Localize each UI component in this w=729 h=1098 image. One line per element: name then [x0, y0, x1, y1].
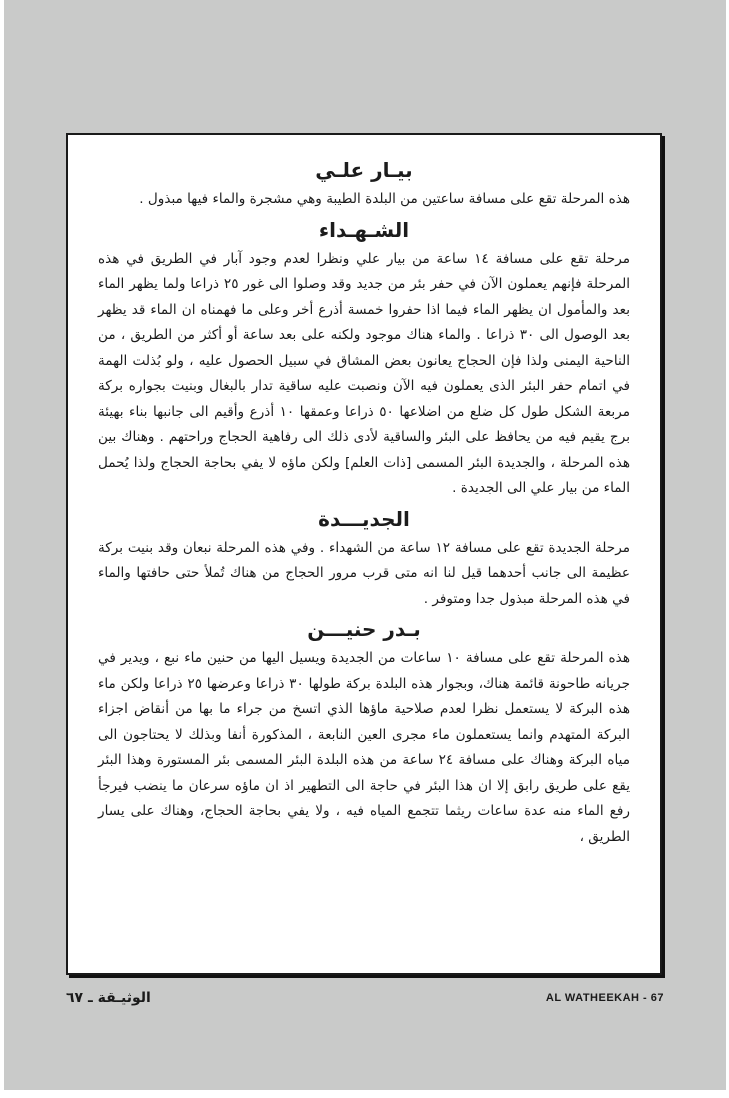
section-al-shuhada: [98, 215, 630, 502]
section-badr-hunayn: [98, 614, 630, 850]
section-paragraph: هذه المرحلة تقع على مسافة ساعتين من البلدة الطيبة وهي مشجرة والماء فيها مبذول .: [139, 191, 630, 207]
section-heading: بيـار علـي: [315, 158, 413, 182]
section-paragraph: مرحلة الجديدة تقع على مسافة ١٢ ساعة من الشهداء . وفي هذه المرحلة نبعان وقد بنيت بركة عظيمة الى جانب أحدهما قيل لنا انه متى قرب مرور الحجاج من هناك تُملأ حتى حافتها والماء في هذه المرحلة مبذول جدا ومتوفر .: [98, 539, 630, 607]
section-heading: بـدر حنيـــن: [307, 617, 421, 641]
page-footer: [66, 990, 664, 1008]
section-heading: الجديـــدة: [318, 506, 410, 531]
article-body: [98, 153, 630, 850]
article-frame: [66, 133, 662, 975]
section-paragraph: مرحلة تقع على مسافة ١٤ ساعة من بيار علي ونظرا لعدم وجود آبار في الطريق في هذه المرحلة فإنهم يعملون الآن في حفر بئر من جديد وقد وصلوا الى غور ٢٥ ذراعا ولما يظهر الماء بعد والمأمول ان يظهر الماء فيما اذا حفروا خمسة أذرع أخر وعلى ما فهمناه ان الماء قد يظهر بعد الوصول الى ٣٠ ذراعا . والماء هناك موجود ولكنه على بعد ساعة أو أكثر من الطريق ، من الناحية اليمنى ولذا فإن الحجاج يعانون بعض المشاق في سبيل الحصول عليه ، ولو بُذلت الهمة في اتمام حفر البئر الذى يعملون فيه الآن ونصبت عليه ساقية تدار بالبغال وبنيت بجواره بركة مربعة الشكل طول كل ضلع من اضلاعها ٥٠ ذراعا وعمقها ١٠ أذرع وأقيم الى جانبها بناء بهيئة برج يقيم فيه من يحافظ على البئر والساقية لأدى ذلك الى رفاهية الحجاج وراحتهم . وهناك بين هذه المرحلة ، والجديدة البئر المسمى [ذات العلم] ولكن ماؤه لا يفي بحاجة الحجاج ولذا يُحمل الماء من بيار علي الى الجديدة .: [98, 250, 630, 496]
section-paragraph: هذه المرحلة تقع على مسافة ١٠ ساعات من الجديدة ويسيل اليها من حنين ماء نبع ، ويدير في جريانه طاحونة قائمة هناك، وبجوار هذه البلدة بركة طولها ٣٠ ذراعا وعرضها ٢٥ ذراعا ولكن ماء هذه البركة لا يستعمل نظرا لعدم صلاحية ماؤها الذي اتسخ من جراء ما بها من أنقاض اجزاء البركة المتهدم وانما يستعملون ماء مجرى العين النابعة ، المذكورة أنفا وبذلك لا يحتاجون الى مياه البركة وهناك على مسافة ٢٤ ساعة من هذه البلدة البئر المسمى بئر المستورة وهذا البئر يقع على طريق رابق إلا ان هذا البئر في حاجة الى التطهير اذ ان ماؤه سرعان ما ينضب فيرجأ رفع الماء منه عدة ساعات ريثما تتجمع المياه فيه ، ولا يفي بحاجة الحجاج، وهناك على يسار الطريق ،: [98, 650, 631, 845]
section-al-jadida: [98, 504, 630, 613]
section-heading: الشـهـداء: [318, 217, 410, 242]
footer-arabic-page-number: الوثيـقة ـ ٦٧: [66, 990, 151, 1006]
footer-journal-page-number: AL WATHEEKAH - 67: [545, 992, 664, 1004]
section-bayar-ali: [98, 155, 630, 213]
